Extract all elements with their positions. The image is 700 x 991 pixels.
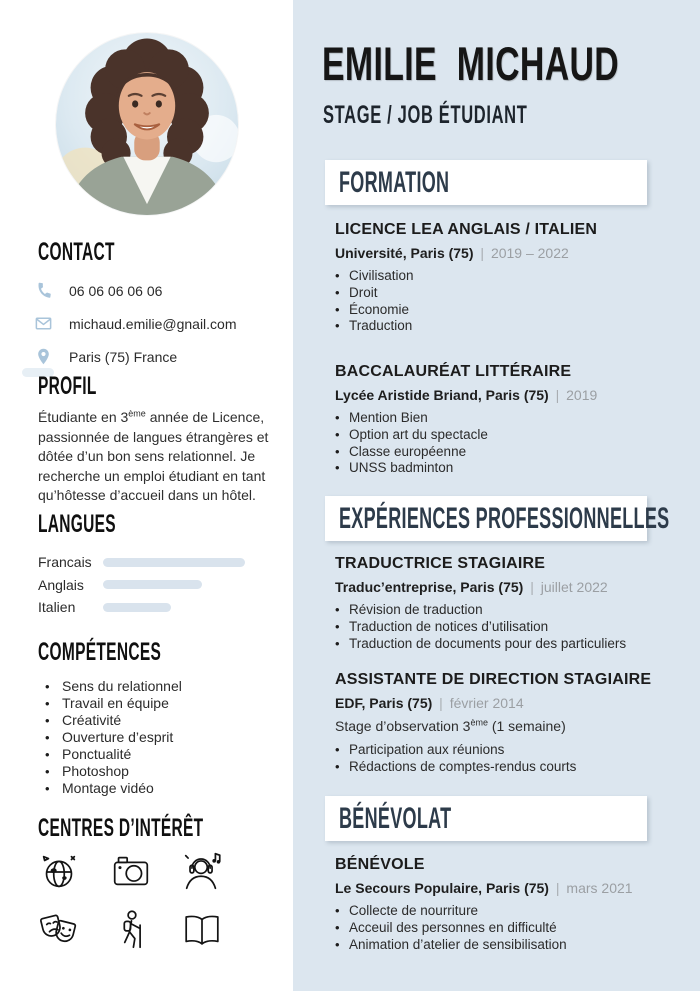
section-header-formation: FORMATION (325, 160, 647, 205)
entry-bullets (335, 903, 665, 953)
skill-item: • Ouverture d’esprit (45, 729, 280, 746)
entry-date: juillet 2022 (540, 579, 608, 595)
contact-row-location (34, 340, 274, 373)
bullet-item: • Option art du spectacle (335, 427, 665, 444)
language-list (38, 551, 278, 619)
entry-title: LICENCE LEA ANGLAIS / ITALIEN (335, 221, 598, 238)
language-level-bar (103, 580, 245, 589)
bullet-item: • Mention Bien (335, 410, 665, 427)
job-target-subtitle: STAGE / JOB ÉTUDIANT (323, 101, 528, 129)
language-label: Francais (38, 554, 92, 571)
entry-note: Stage d’observation 3ème (1 semaine) (335, 717, 566, 734)
entry-org-line: Université, Paris (75) | 2019 – 2022 (335, 245, 569, 261)
language-level-bar (103, 558, 245, 567)
bullet-item: • Économie (335, 302, 665, 319)
experience-entry (335, 671, 665, 776)
language-level-bar (103, 603, 245, 612)
entry-title: BACCALAURÉAT LITTÉRAIRE (335, 363, 572, 380)
entry-date: mars 2021 (566, 880, 633, 896)
theater-masks-icon (36, 906, 82, 952)
entry-bullets (335, 410, 665, 477)
entry-date: 2019 (566, 387, 598, 403)
skills-list (45, 678, 280, 797)
entry-date: 2019 – 2022 (490, 245, 569, 261)
globe-travel-icon (36, 848, 82, 894)
bullet-item: • Révision de traduction (335, 602, 665, 619)
language-row (38, 551, 278, 574)
person-name: EMILIE MICHAUD (322, 37, 620, 90)
skill-item: • Sens du relationnel (45, 678, 280, 695)
bullet-item: • Acceuil des personnes en difficulté (335, 920, 665, 937)
profile-summary: Étudiante en 3ème année de Licence, passionnée de langues étrangères et dôtée d’un bon sens relationnel. Je recherche un emploi étudiant en tant qu’hôtesse d’accueil dans un hôtel. (38, 408, 269, 503)
entry-org: EDF, Paris (75) (335, 695, 433, 711)
bullet-item: • Traduction (335, 318, 665, 335)
entry-title: BÉNÉVOLE (335, 856, 425, 873)
interests-grid (36, 848, 251, 952)
entry-org-line: Traduc’entreprise, Paris (75) | juillet 2022 (335, 579, 608, 595)
benevolat-entry (335, 856, 665, 953)
contact-row-email (34, 307, 274, 340)
bullet-item: • Rédactions de comptes-rendus courts (335, 759, 665, 776)
bullet-item: • Collecte de nourriture (335, 903, 665, 920)
formation-entry (335, 363, 665, 477)
location-pin-icon (34, 347, 53, 366)
entry-title: ASSISTANTE DE DIRECTION STAGIAIRE (335, 671, 652, 688)
skill-item: • Travail en équipe (45, 695, 280, 712)
skill-item: • Créativité (45, 712, 280, 729)
profile-photo (56, 33, 238, 215)
entry-org-line: EDF, Paris (75) | février 2014 (335, 695, 524, 711)
music-headphones-icon (179, 848, 225, 894)
experience-entry (335, 555, 665, 652)
entry-title: TRADUCTRICE STAGIAIRE (335, 555, 546, 572)
language-label: Italien (38, 599, 76, 616)
reading-book-icon (179, 906, 225, 952)
phone-icon (34, 281, 53, 300)
language-label: Anglais (38, 576, 84, 593)
profil-heading: PROFIL (38, 372, 97, 400)
location-text: Paris (75) France (69, 348, 178, 365)
skill-item: • Photoshop (45, 763, 280, 780)
entry-org-line: Le Secours Populaire, Paris (75) | mars 2021 (335, 880, 633, 896)
section-header-benevolat: BÉNÉVOLAT (325, 796, 647, 841)
bullet-item: • Animation d’atelier de sensibilisation (335, 937, 665, 954)
entry-org: Lycée Aristide Briand, Paris (75) (335, 387, 549, 403)
hiking-icon (108, 906, 154, 952)
camera-icon (108, 848, 154, 894)
bullet-item: • Droit (335, 285, 665, 302)
skill-item: • Ponctualité (45, 746, 280, 763)
bullet-item: • Participation aux réunions (335, 742, 665, 759)
bullet-item: • Classe européenne (335, 444, 665, 461)
bullet-item: • Traduction de notices d’utilisation (335, 619, 665, 636)
envelope-icon (34, 314, 53, 333)
section-header-experiences: EXPÉRIENCES PROFESSIONNELLES (325, 496, 647, 541)
entry-org: Traduc’entreprise, Paris (75) (335, 579, 524, 595)
bullet-item: • Traduction de documents pour des particuliers (335, 636, 665, 653)
phone-number: 06 06 06 06 06 (69, 282, 163, 299)
entry-org: Université, Paris (75) (335, 245, 474, 261)
formation-entry (335, 221, 665, 335)
contact-heading: CONTACT (38, 238, 115, 266)
skill-item: • Montage vidéo (45, 780, 280, 797)
interets-heading: CENTRES D’INTÉRÊT (38, 814, 204, 842)
competences-heading: COMPÉTENCES (38, 638, 162, 666)
entry-date: février 2014 (449, 695, 524, 711)
entry-bullets (335, 268, 665, 335)
contact-row-phone (34, 274, 274, 307)
entry-bullets (335, 742, 665, 776)
entry-org: Le Secours Populaire, Paris (75) (335, 880, 549, 896)
entry-org-line: Lycée Aristide Briand, Paris (75) | 2019 (335, 387, 598, 403)
bullet-item: • Civilisation (335, 268, 665, 285)
language-row (38, 596, 278, 619)
bullet-item: • UNSS badminton (335, 460, 665, 477)
langues-heading: LANGUES (38, 510, 116, 538)
entry-bullets (335, 602, 665, 652)
language-row (38, 574, 278, 597)
email-address: michaud.emilie@gnail.com (69, 315, 237, 332)
contact-list (34, 274, 274, 373)
portrait-illustration (56, 33, 238, 215)
